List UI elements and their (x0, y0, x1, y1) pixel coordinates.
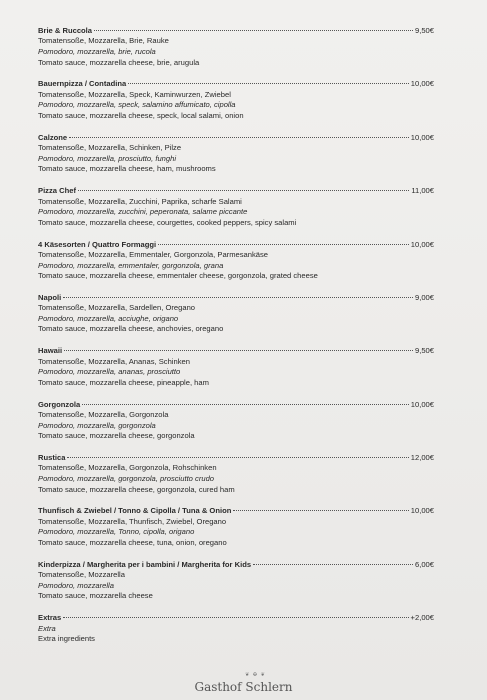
description-german: Tomatensoße, Mozzarella, Emmentaler, Gorgonzola, Parmesankäse (38, 249, 269, 259)
description-italian: Pomodoro, mozzarella, acciughe, origano (38, 313, 179, 323)
menu-item-name: Extras (38, 613, 62, 623)
dot-leader (253, 564, 413, 565)
menu-item-name: Calzone (38, 132, 68, 142)
menu-item-name: Bauernpizza / Contadina (38, 79, 127, 89)
menu-item-price: 10,00€ (410, 132, 434, 142)
menu-item (38, 453, 434, 495)
restaurant-logo: Gasthof Schlern (194, 680, 293, 694)
menu-item-name: Gorgonzola (38, 399, 81, 409)
description-english: Tomato sauce, mozzarella cheese, anchovies, oregano (38, 324, 224, 334)
pizza-menu (38, 26, 434, 656)
description-italian: Extra (38, 623, 56, 633)
menu-item-header (38, 26, 434, 36)
dot-leader (158, 244, 409, 245)
description-german: Tomatensoße, Mozzarella, Schinken, Pilze (38, 143, 182, 153)
menu-item-price: 10,00€ (410, 239, 434, 249)
description-italian: Pomodoro, mozzarella, gorgonzola (38, 420, 156, 430)
menu-item-price: 10,00€ (410, 399, 434, 409)
menu-item-price: 10,00€ (410, 79, 434, 89)
menu-item (38, 506, 434, 548)
menu-item (38, 186, 434, 228)
description-italian: Pomodoro, mozzarella, brie, rucola (38, 47, 156, 56)
footer (0, 672, 487, 694)
menu-item (38, 133, 434, 175)
description-italian: Pomodoro, mozzarella, ananas, prosciutto (38, 367, 181, 377)
dot-leader (67, 457, 408, 458)
description-italian: Pomodoro, mozzarella, prosciutto, funghi (38, 153, 177, 163)
dot-leader (94, 30, 413, 31)
dot-leader (64, 350, 413, 351)
menu-item-header (38, 453, 434, 463)
menu-item-header (38, 240, 434, 250)
description-english: Tomato sauce, mozzarella cheese, pineapple, ham (38, 377, 209, 387)
menu-item-header (38, 79, 434, 89)
description-english: Tomato sauce, mozzarella cheese, ham, mushrooms (38, 164, 216, 174)
menu-item-price: 9,00€ (414, 292, 434, 302)
dot-leader (69, 137, 409, 138)
description-english: Tomato sauce, mozzarella cheese, gorgonzola (38, 431, 195, 441)
menu-item-header (38, 293, 434, 303)
menu-item-header (38, 400, 434, 410)
description-german: Tomatensoße, Mozzarella, Thunfisch, Zwiebel, Oregano (38, 516, 227, 526)
menu-item-price: 9,50€ (414, 346, 434, 356)
menu-item-price: 12,00€ (410, 453, 434, 462)
logo-ornament: ❦ ✠ ❦ (245, 672, 266, 678)
description-german: Tomatensoße, Mozzarella (38, 570, 125, 580)
description-english: Tomato sauce, mozzarella cheese, courgettes, cooked peppers, spicy salami (38, 217, 297, 227)
menu-item-price: 11,00€ (411, 186, 434, 196)
menu-item-header (38, 560, 434, 570)
menu-item (38, 613, 434, 645)
menu-item-header (38, 506, 434, 516)
description-italian: Pomodoro, mozzarella, emmentaler, gorgonzola, grana (38, 260, 224, 270)
dot-leader (82, 404, 409, 405)
dot-leader (233, 510, 408, 511)
menu-item-name: Kinderpizza / Margherita per i bambini / Margherita for Kids (38, 559, 252, 569)
menu-item-name: Brie & Ruccola (38, 26, 93, 35)
dot-leader (128, 83, 409, 84)
description-italian: Pomodoro, mozzarella, speck, salamino affumicato, cipolla (38, 100, 236, 110)
description-english: Tomato sauce, mozzarella cheese, emmentaler cheese, gorgonzola, grated cheese (38, 271, 318, 281)
description-german: Tomatensoße, Mozzarella, Zucchini, Paprika, scharfe Salami (38, 196, 242, 206)
dot-leader (63, 617, 408, 618)
description-german: Tomatensoße, Mozzarella, Gorgonzola, Rohschinken (38, 463, 217, 473)
menu-item-price: +2,00€ (410, 613, 434, 623)
menu-item-name: Thunfisch & Zwiebel / Tonno & Cipolla / Tuna & Onion (38, 506, 232, 516)
description-italian: Pomodoro, mozzarella, Tonno, cipolla, origano (38, 527, 195, 537)
description-english: Tomato sauce, mozzarella cheese, brie, arugula (38, 57, 200, 67)
description-german: Tomatensoße, Mozzarella, Ananas, Schinken (38, 356, 190, 366)
menu-item-price: 9,50€ (414, 26, 434, 35)
description-english: Tomato sauce, mozzarella cheese, tuna, onion, oregano (38, 537, 227, 547)
description-italian: Pomodoro, mozzarella, zucchini, peperonata, salame piccante (38, 207, 248, 217)
menu-item (38, 560, 434, 602)
menu-item-name: Rustica (38, 453, 66, 462)
menu-item (38, 79, 434, 121)
description-italian: Pomodoro, mozzarella, gorgonzola, prosciutto crudo (38, 474, 215, 483)
dot-leader (63, 297, 413, 298)
menu-item (38, 26, 434, 68)
menu-item (38, 293, 434, 335)
description-german: Tomatensoße, Mozzarella, Sardellen, Oregano (38, 303, 196, 313)
menu-item (38, 240, 434, 282)
menu-item-header (38, 186, 434, 196)
menu-item-header (38, 133, 434, 143)
menu-item (38, 400, 434, 442)
menu-item-name: Pizza Chef (38, 186, 76, 196)
menu-item-header (38, 346, 434, 356)
menu-item-price: 10,00€ (410, 506, 434, 516)
menu-item-price: 6,00€ (414, 559, 434, 569)
description-german: Tomatensoße, Mozzarella, Speck, Kaminwurzen, Zwiebel (38, 89, 231, 99)
menu-item-name: 4 Käsesorten / Quattro Formaggi (38, 239, 157, 249)
description-german: Tomatensoße, Mozzarella, Brie, Rauke (38, 36, 169, 46)
description-italian: Pomodoro, mozzarella (38, 580, 114, 590)
menu-item (38, 346, 434, 388)
description-english: Tomato sauce, mozzarella cheese (38, 591, 153, 601)
description-english: Tomato sauce, mozzarella cheese, speck, local salami, onion (38, 110, 244, 120)
menu-item-name: Hawaii (38, 346, 63, 356)
dot-leader (78, 190, 409, 191)
menu-item-name: Napoli (38, 292, 62, 302)
description-english: Extra ingredients (38, 634, 95, 644)
description-english: Tomato sauce, mozzarella cheese, gorgonzola, cured ham (38, 484, 235, 494)
menu-item-header (38, 613, 434, 623)
description-german: Tomatensoße, Mozzarella, Gorgonzola (38, 410, 169, 420)
